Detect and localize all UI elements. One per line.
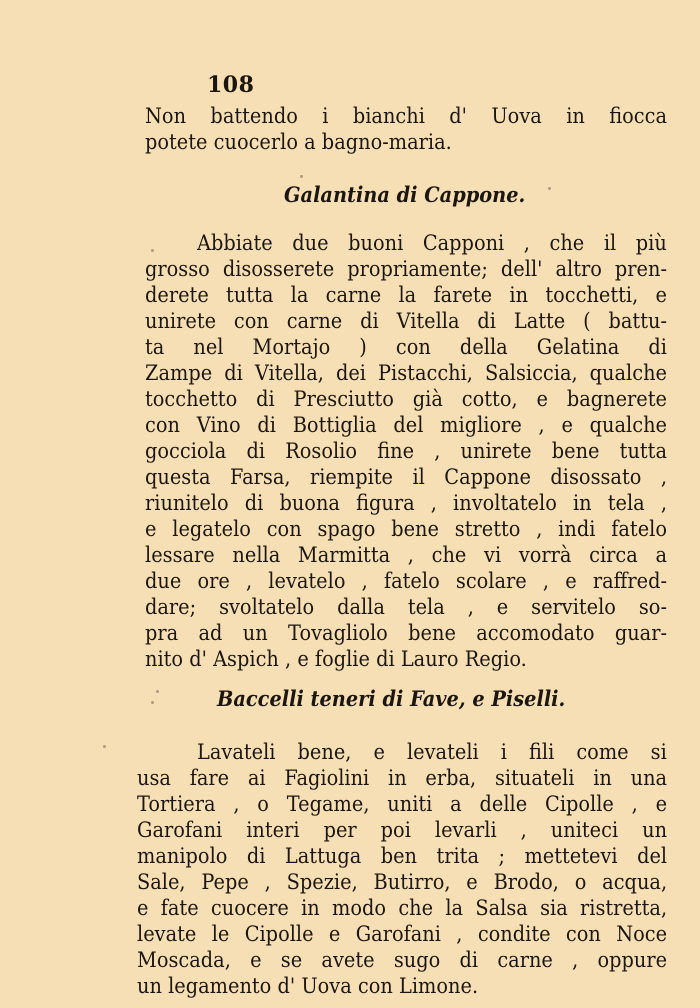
speck [151,249,154,252]
recipe-line: levate le Cipolle e Garofani , condite con Noce [137,922,668,947]
recipe-line: derete tutta la carne la farete in tocchetti, e [145,283,667,308]
intro-line: Non battendo i bianchi d' Uova in fiocca [145,104,667,129]
recipe-line: dare; svoltatelo dalla tela , e servitelo so- [145,595,667,620]
speck [156,690,159,693]
recipe-line: Tortiera , o Tegame, uniti a delle Cipolle , e [137,792,668,817]
recipe-line: due ore , levatelo , fatelo scolare , e raffred- [145,569,667,594]
recipe-line: con Vino di Bottiglia del migliore , e qualche [145,413,667,438]
recipe-line: gocciola di Rosolio fine , unirete bene tutta [145,439,667,464]
recipe-line: Garofani interi per poi levarli , unitеci un [137,818,668,843]
recipe-title: Galantina di Cappone. [284,183,526,208]
recipe-line: un legamento d' Uova con Limone. [137,974,479,999]
speck [151,701,154,704]
recipe-line: ta nel Mortajo ) con della Gelatina di [145,335,667,360]
recipe-line: questa Farsa, riempite il Cappone disossato , [145,465,667,490]
recipe-line: Sale, Pepe , Spezie, Butirro, e Brodo, o acqua, [137,870,668,895]
speck [300,175,303,178]
recipe-line: nito d' Aspich , e foglie di Lauro Regio. [145,647,527,672]
recipe-line: tocchetto di Presciutto già cotto, e bagnerete [145,387,667,412]
recipe-line: riunitelo di buona figura , involtatelo in tela , [145,491,667,516]
recipe-line: Abbiate due buoni Capponi , che il più [197,231,667,256]
recipe-line: Moscada, e se avete sugo di carne , oppure [137,948,668,973]
recipe-title: Baccelli teneri di Fave, e Piselli. [217,687,566,712]
page-number: 108 [207,72,255,98]
recipe-line: Zampe di Vitella, dei Pistacchi, Salsiccia, qualche [145,361,667,386]
speck [103,745,106,748]
recipe-line: e legatelo con spago bene stretto , indi fatelo [145,517,667,542]
intro-line: potete cuocerlo a bagno-maria. [145,130,452,155]
recipe-line: e fate cuocere in modo che la Salsa sia ristretta, [137,896,668,921]
recipe-line: manipolo di Lattuga ben trita ; mettetevi del [137,844,668,869]
recipe-line: usa fare ai Fagiolini in erba, situateli in una [137,766,668,791]
recipe-line: unirete con carne di Vitella di Latte ( battu- [145,309,667,334]
recipe-line: lessare nella Marmitta , che vi vorrà circa a [145,543,667,568]
recipe-line: grosso disosserete propriamente; dell' altro pren- [145,257,667,282]
recipe-line: pra ad un Tovagliolo bene accomodato guar- [145,621,667,646]
recipe-line: Lavateli bene, e levateli i fili come si [197,740,667,765]
speck [548,187,551,190]
